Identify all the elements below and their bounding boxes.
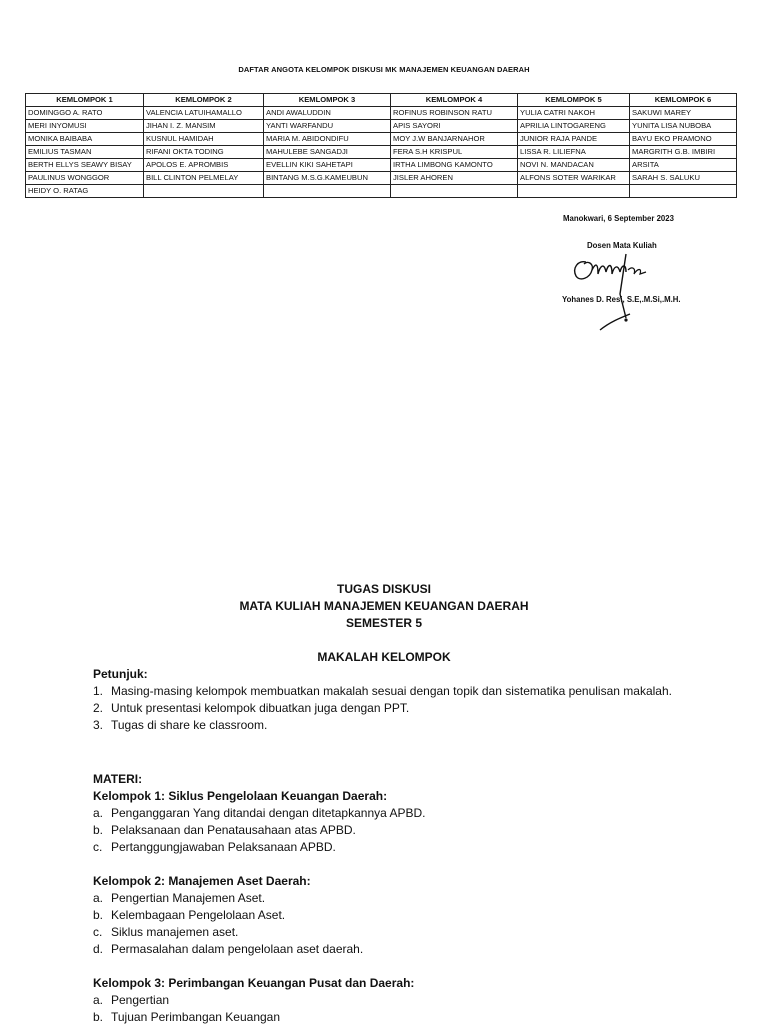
table-cell: ALFONS SOTER WARIKAR	[518, 172, 630, 185]
table-cell: MONIKA BAIBABA	[26, 133, 144, 146]
topic-item	[93, 992, 693, 1009]
table-row	[26, 146, 737, 159]
list-text: Masing-masing kelompok membuatkan makalah sesuai dengan topik dan sistematika penulisan makalah.	[111, 684, 672, 698]
list-text: Penganggaran Yang ditandai dengan ditetapkannya APBD.	[111, 806, 426, 820]
instructions-label: Petunjuk:	[93, 667, 148, 681]
topic-group	[93, 788, 693, 856]
table-cell: ANDI AWALUDDIN	[264, 107, 391, 120]
list-text: Siklus manajemen aset.	[111, 925, 239, 939]
table-cell: LISSA R. LILIEFNA	[518, 146, 630, 159]
column-header: KEMLOMPOK 6	[630, 94, 737, 107]
table-cell	[391, 185, 518, 198]
table-cell: IRTHA LIMBONG KAMONTO	[391, 159, 518, 172]
instruction-item	[93, 717, 693, 734]
list-marker: a.	[93, 993, 104, 1007]
lecturer-name: Yohanes D. Resi, S.E,.M.Si,.M.H.	[562, 295, 681, 304]
table-cell	[518, 185, 630, 198]
place-date: Manokwari, 6 September 2023	[563, 214, 674, 223]
table-cell: BINTANG M.S.G.KAMEUBUN	[264, 172, 391, 185]
instructions-section	[93, 666, 693, 734]
table-cell: KUSNUL HAMIDAH	[144, 133, 264, 146]
document-title: DAFTAR ANGOTA KELOMPOK DISKUSI MK MANAJEMEN KEUANGAN DAERAH	[238, 65, 530, 74]
assignment-title-line-1: TUGAS DISKUSI	[336, 582, 431, 596]
list-marker: 3.	[93, 718, 104, 732]
table-cell: YUNITA LISA NUBOBA	[630, 120, 737, 133]
table-cell: RIFANI OKTA TODING	[144, 146, 264, 159]
list-marker: c.	[93, 840, 103, 854]
table-cell	[264, 185, 391, 198]
assignment-title-line-2: MATA KULIAH MANAJEMEN KEUANGAN DAERAH	[239, 599, 529, 613]
topic-item	[93, 924, 693, 941]
table-cell: MERI INYOMUSI	[26, 120, 144, 133]
column-header: KEMLOMPOK 1	[26, 94, 144, 107]
topic-item	[93, 805, 693, 822]
table-cell: VALENCIA LATUIHAMALLO	[144, 107, 264, 120]
group-members-table	[25, 93, 737, 198]
list-text: Pertanggungjawaban Pelaksanaan APBD.	[111, 840, 336, 854]
table-cell: DOMINGGO A. RATO	[26, 107, 144, 120]
table-row	[26, 172, 737, 185]
table-cell: YANTI WARFANDU	[264, 120, 391, 133]
lecturer-role: Dosen Mata Kuliah	[587, 241, 657, 250]
table-cell: SAKUWI MAREY	[630, 107, 737, 120]
column-header: KEMLOMPOK 2	[144, 94, 264, 107]
list-text: Tujuan Perimbangan Keuangan	[111, 1010, 281, 1024]
table-cell: APIS SAYORI	[391, 120, 518, 133]
table-row	[26, 159, 737, 172]
table-cell: BAYU EKO PRAMONO	[630, 133, 737, 146]
topic-group	[93, 873, 693, 958]
instruction-item	[93, 683, 693, 700]
table-cell: MAHULEBE SANGADJI	[264, 146, 391, 159]
table-cell: PAULINUS WONGGOR	[26, 172, 144, 185]
column-header: KEMLOMPOK 4	[391, 94, 518, 107]
table-cell: SARAH S. SALUKU	[630, 172, 737, 185]
list-text: Tugas di share ke classroom.	[111, 718, 268, 732]
list-marker: b.	[93, 823, 104, 837]
table-cell: BERTH ELLYS SEAWY BISAY	[26, 159, 144, 172]
list-marker: b.	[93, 908, 104, 922]
materi-label: MATERI:	[93, 772, 143, 786]
list-marker: a.	[93, 891, 104, 905]
table-cell	[630, 185, 737, 198]
table-cell: BILL CLINTON PELMELAY	[144, 172, 264, 185]
table-cell: HEIDY O. RATAG	[26, 185, 144, 198]
table-cell: NOVI N. MANDACAN	[518, 159, 630, 172]
list-text: Untuk presentasi kelompok dibuatkan juga dengan PPT.	[111, 701, 410, 715]
topic-group-heading: Kelompok 1: Siklus Pengelolaan Keuangan Daerah:	[93, 789, 388, 803]
topic-item	[93, 822, 693, 839]
topic-group	[93, 975, 693, 1026]
table-cell: MARGRITH G.B. IMBIRI	[630, 146, 737, 159]
table-cell: APRILIA LINTOGARENG	[518, 120, 630, 133]
topic-item	[93, 839, 693, 856]
table-cell: JUNIOR RAJA PANDE	[518, 133, 630, 146]
topic-item	[93, 890, 693, 907]
list-marker: b.	[93, 1010, 104, 1024]
list-text: Pengertian	[111, 993, 170, 1007]
topic-group-heading: Kelompok 2: Manajemen Aset Daerah:	[93, 874, 311, 888]
list-text: Pengertian Manajemen Aset.	[111, 891, 266, 905]
table-cell: EVELLIN KIKI SAHETAPI	[264, 159, 391, 172]
column-header: KEMLOMPOK 5	[518, 94, 630, 107]
assignment-title-line-3: SEMESTER 5	[345, 616, 423, 630]
list-marker: 2.	[93, 701, 104, 715]
table-header-row	[26, 94, 737, 107]
list-marker: d.	[93, 942, 104, 956]
table-cell: APOLOS E. APROMBIS	[144, 159, 264, 172]
assignment-subtitle: MAKALAH KELOMPOK	[317, 650, 451, 664]
table-cell: JIHAN I. Z. MANSIM	[144, 120, 264, 133]
table-cell: MARIA M. ABIDONDIFU	[264, 133, 391, 146]
table-cell: JISLER AHOREN	[391, 172, 518, 185]
table-cell: MOY J.W BANJARNAHOR	[391, 133, 518, 146]
list-text: Permasalahan dalam pengelolaan aset daerah.	[111, 942, 364, 956]
table-cell	[144, 185, 264, 198]
materi-section	[93, 771, 693, 1026]
table-cell: FERA S.H KRISPUL	[391, 146, 518, 159]
list-marker: c.	[93, 925, 103, 939]
instruction-item	[93, 700, 693, 717]
topic-item	[93, 941, 693, 958]
list-text: Pelaksanaan dan Penatausahaan atas APBD.	[111, 823, 356, 837]
topic-item	[93, 907, 693, 924]
list-marker: 1.	[93, 684, 104, 698]
table-cell: ARSITA	[630, 159, 737, 172]
table-row	[26, 133, 737, 146]
list-marker: a.	[93, 806, 104, 820]
topic-group-heading: Kelompok 3: Perimbangan Keuangan Pusat dan Daerah:	[93, 976, 415, 990]
table-cell: EMILIUS TASMAN	[26, 146, 144, 159]
column-header: KEMLOMPOK 3	[264, 94, 391, 107]
signature	[568, 250, 678, 334]
table-row	[26, 120, 737, 133]
list-text: Kelembagaan Pengelolaan Aset.	[111, 908, 286, 922]
table-row	[26, 107, 737, 120]
table-cell: YULIA CATRI NAKOH	[518, 107, 630, 120]
table-row	[26, 185, 737, 198]
table-cell: ROFINUS ROBINSON RATU	[391, 107, 518, 120]
topic-item	[93, 1009, 693, 1026]
